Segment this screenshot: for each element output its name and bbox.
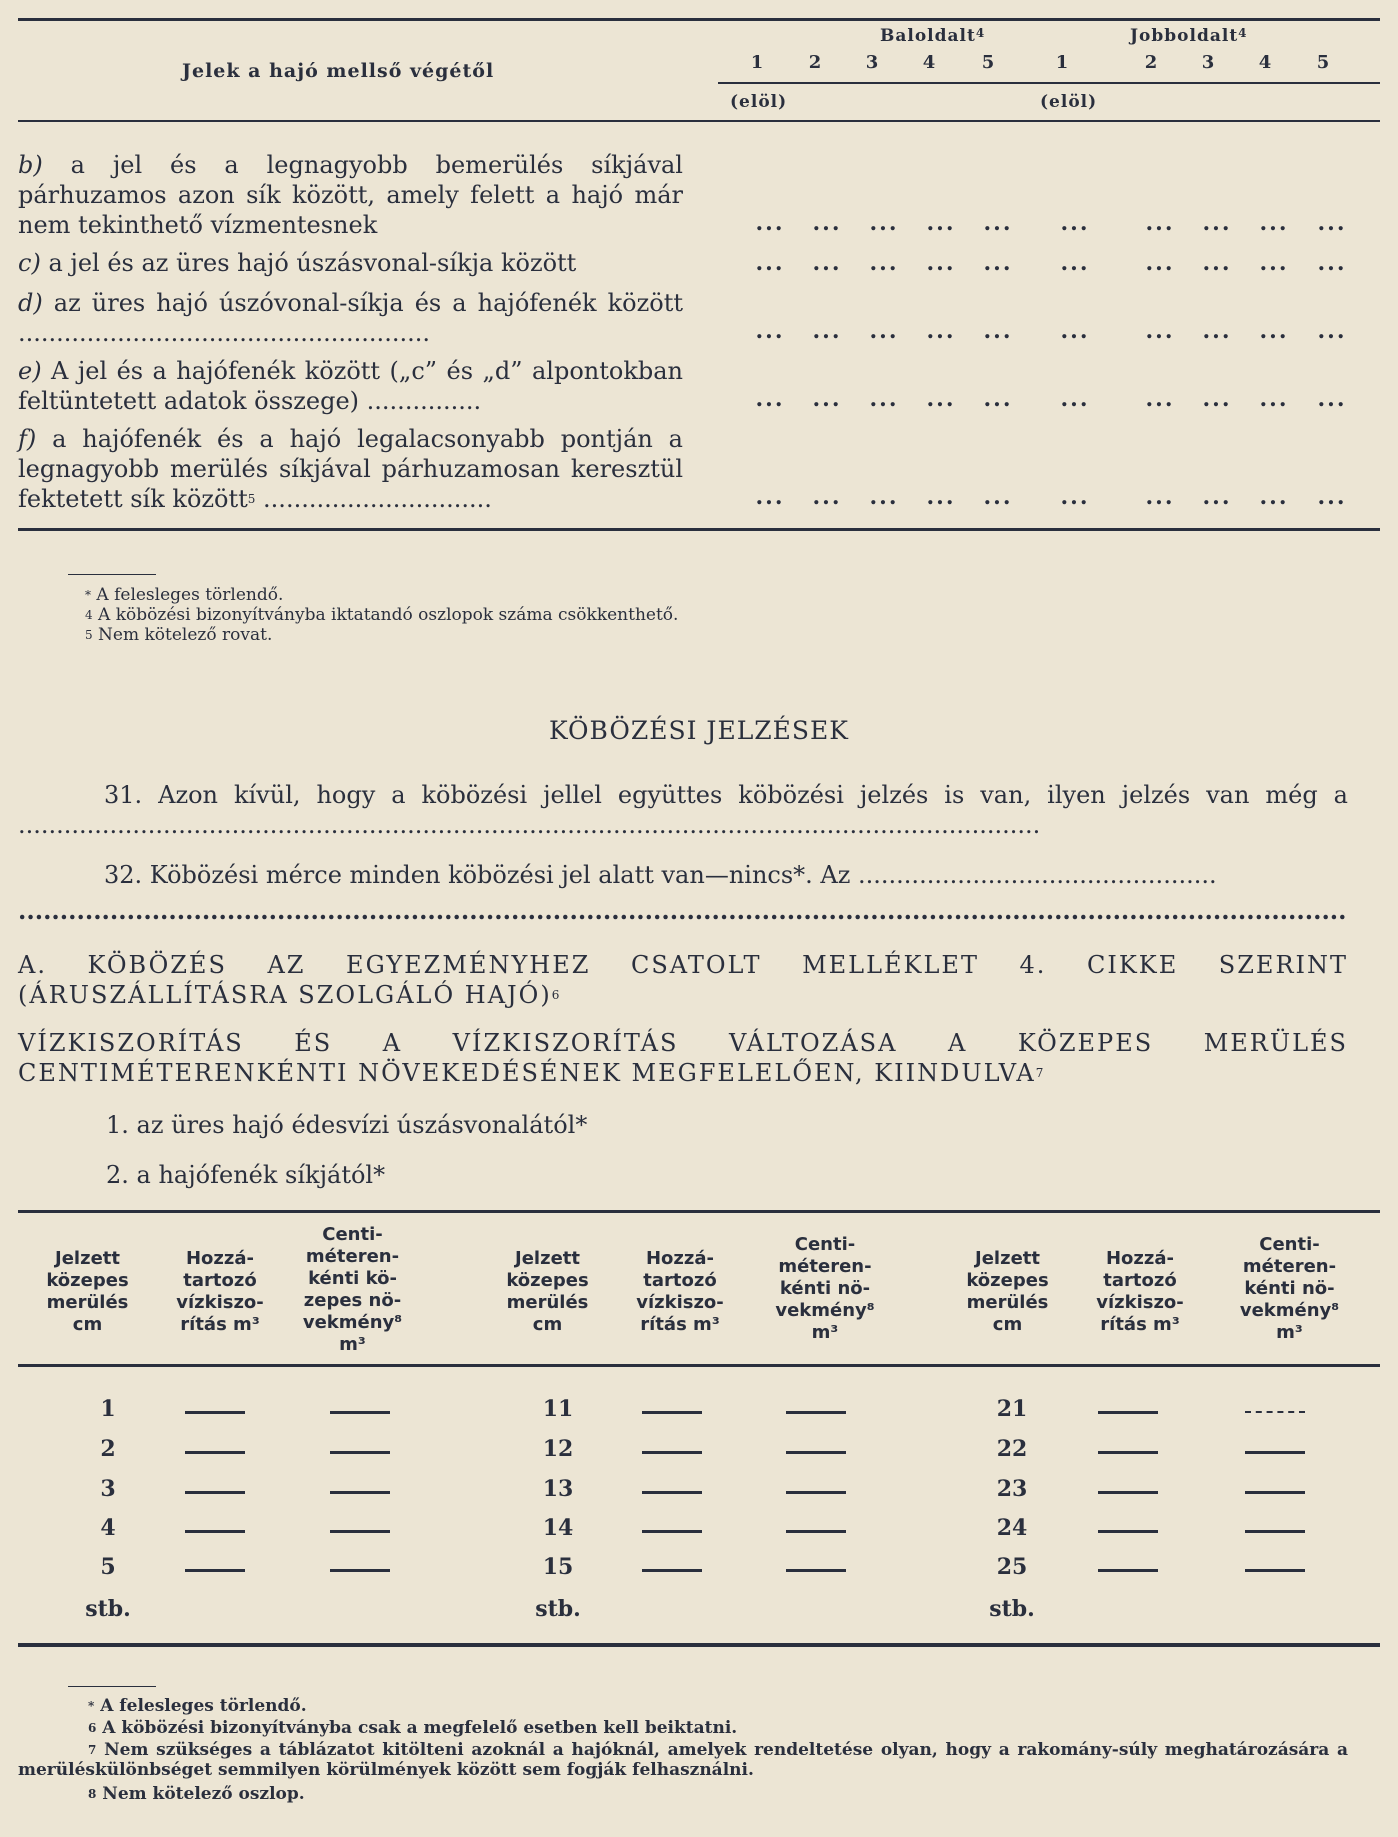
heading-b: VÍZKISZORÍTÁS ÉS A VÍZKISZORÍTÁS VÁLTOZÁSA A KÖZEPES MERÜLÉS CENTIMÉTERENKÉNTI NÖVEKEDÉSÉNEK MEGFELELŐEN, KIINDULVA$^7$: [18, 1029, 1348, 1087]
footnote: * A felesleges törlendő.: [85, 585, 284, 605]
col-header: Hozzá- tartozó vízkiszo- rítás m³: [636, 1248, 724, 1335]
depth-cell: 11: [542, 1396, 574, 1422]
footnote: $^8$ Nem kötelező oszlop.: [88, 1784, 305, 1804]
depth-cell: 14: [542, 1515, 574, 1541]
paragraph-31: 31. Azon kívül, hogy a köbözési jellel együttes köbözési jelzés is van, ilyen jelzés van még a ......................................................................................................................................: [18, 781, 1348, 839]
row-e: e) A jel és a hajófenék között („c” és „d” alpontokban feltüntetett adatok összege) ...............: [18, 357, 683, 415]
depth-cell: stb.: [989, 1596, 1035, 1622]
col-header: Centi- méteren- kénti kö- zepes nö- vekmény⁸ m³: [302, 1224, 403, 1355]
col-num: 4: [922, 52, 936, 73]
option-1: 1. az üres hajó édesvízi úszásvonalától*: [106, 1111, 588, 1139]
row-b: b) a jel és a legnagyobb bemerülés síkjával párhuzamos azon sík között, amely felett a hajó már nem tekinthető vízmentesnek: [18, 151, 683, 239]
bottom-table-top-rule: [18, 1210, 1380, 1213]
col-num: 1: [1055, 52, 1069, 73]
top-rule: [18, 18, 1380, 21]
col-header: Hozzá- tartozó vízkiszo- rítás m³: [176, 1248, 264, 1335]
col-header-marks: Jelek a hajó mellső végétől: [182, 60, 495, 82]
col-num: 3: [865, 52, 879, 73]
depth-cell: 5: [100, 1554, 116, 1580]
depth-cell: 21: [996, 1396, 1028, 1422]
heading-a: A. KÖBÖZÉS AZ EGYEZMÉNYHEZ CSATOLT MELLÉKLET 4. CIKKE SZERINT (ÁRUSZÁLLÍTÁSRA SZOLGÁLÓ HAJÓ)$^6$: [18, 951, 1348, 1009]
col-header: Centi- méteren- kénti nö- vekmény⁸ m³: [1239, 1234, 1340, 1343]
depth-cell: 23: [996, 1476, 1028, 1502]
col-header: Jelzett közepes merülés cm: [506, 1248, 589, 1335]
footnote: $^6$ A köbözési bizonyítványba csak a megfelelő esetben kell beiktatni.: [88, 1718, 738, 1738]
col-num: 3: [1201, 52, 1215, 73]
col-header: Centi- méteren- kénti nö- vekmény⁸ m³: [775, 1234, 875, 1343]
row-c: c) a jel és az üres hajó úszásvonal-síkja között: [18, 249, 577, 277]
row-d: d) az üres hajó úszóvonal-síkja és a hajófenék között ......................................................: [18, 289, 683, 347]
jobboldalt-label: Jobboldalt$^4$: [1130, 26, 1248, 46]
col-num: 2: [1144, 52, 1158, 73]
bottom-table-header-rule: [18, 1364, 1380, 1367]
footnote-separator: [68, 574, 156, 575]
depth-cell: 25: [996, 1554, 1028, 1580]
depth-cell: 3: [100, 1476, 116, 1502]
col-header: Jelzett közepes merülés cm: [46, 1248, 129, 1335]
row-f: f) a hajófenék és a hajó legalacsonyabb pontján a legnagyobb merülés síkjával párhuzamosan keresztül fektetett sík között$^5$ ..............................: [18, 425, 683, 513]
depth-cell: 1: [100, 1396, 116, 1422]
footnote: $^4$ A köbözési bizonyítványba iktatandó oszlopok száma csökkenthető.: [85, 605, 679, 625]
paragraph-32: 32. Köbözési mérce minden köbözési jel alatt van—nincs*. Az ...............................................: [104, 861, 1217, 889]
section-title: KÖBÖZÉSI JELZÉSEK: [549, 716, 849, 745]
col-header: Hozzá- tartozó vízkiszo- rítás m³: [1096, 1248, 1184, 1335]
depth-cell: 13: [542, 1476, 574, 1502]
depth-cell: 24: [996, 1515, 1028, 1541]
baloldalt-label: Baloldalt$^4$: [880, 26, 986, 46]
footnote: * A felesleges törlendő.: [88, 1696, 307, 1716]
depth-cell: stb.: [535, 1596, 581, 1622]
elol-right: (elöl): [1040, 92, 1098, 112]
footnote: $^5$ Nem kötelező rovat.: [85, 625, 273, 645]
col-num: 4: [1258, 52, 1272, 73]
depth-cell: 2: [100, 1436, 116, 1462]
header-subrule: [718, 82, 1380, 84]
depth-cell: 4: [100, 1515, 116, 1541]
option-2: 2. a hajófenék síkjától*: [106, 1161, 386, 1189]
col-num: 5: [981, 52, 995, 73]
depth-cell: stb.: [85, 1596, 131, 1622]
header-bottom-rule: [18, 120, 1380, 122]
paragraph-32-cont: ...............................................................................................................................................................: [18, 896, 1347, 925]
footnote: $^7$ Nem szükséges a táblázatot kitölteni azoknál a hajóknál, amelyek rendeltetése olyan, hogy a rakomány-súly meghatározására a merüléskülönbséget semmilyen körülmények között sem fogják felhasználni.: [18, 1740, 1349, 1780]
top-table-bottom-rule: [18, 528, 1380, 531]
col-num: 2: [808, 52, 822, 73]
depth-cell: 15: [542, 1554, 574, 1580]
depth-cell: 12: [542, 1436, 574, 1462]
col-num: 5: [1316, 52, 1330, 73]
footnote-separator: [68, 1686, 156, 1687]
bottom-table-bottom-rule: [18, 1643, 1380, 1647]
elol-left: (elöl): [730, 92, 788, 112]
col-header: Jelzett közepes merülés cm: [966, 1248, 1049, 1335]
depth-cell: 22: [996, 1436, 1028, 1462]
col-num: 1: [750, 52, 764, 73]
